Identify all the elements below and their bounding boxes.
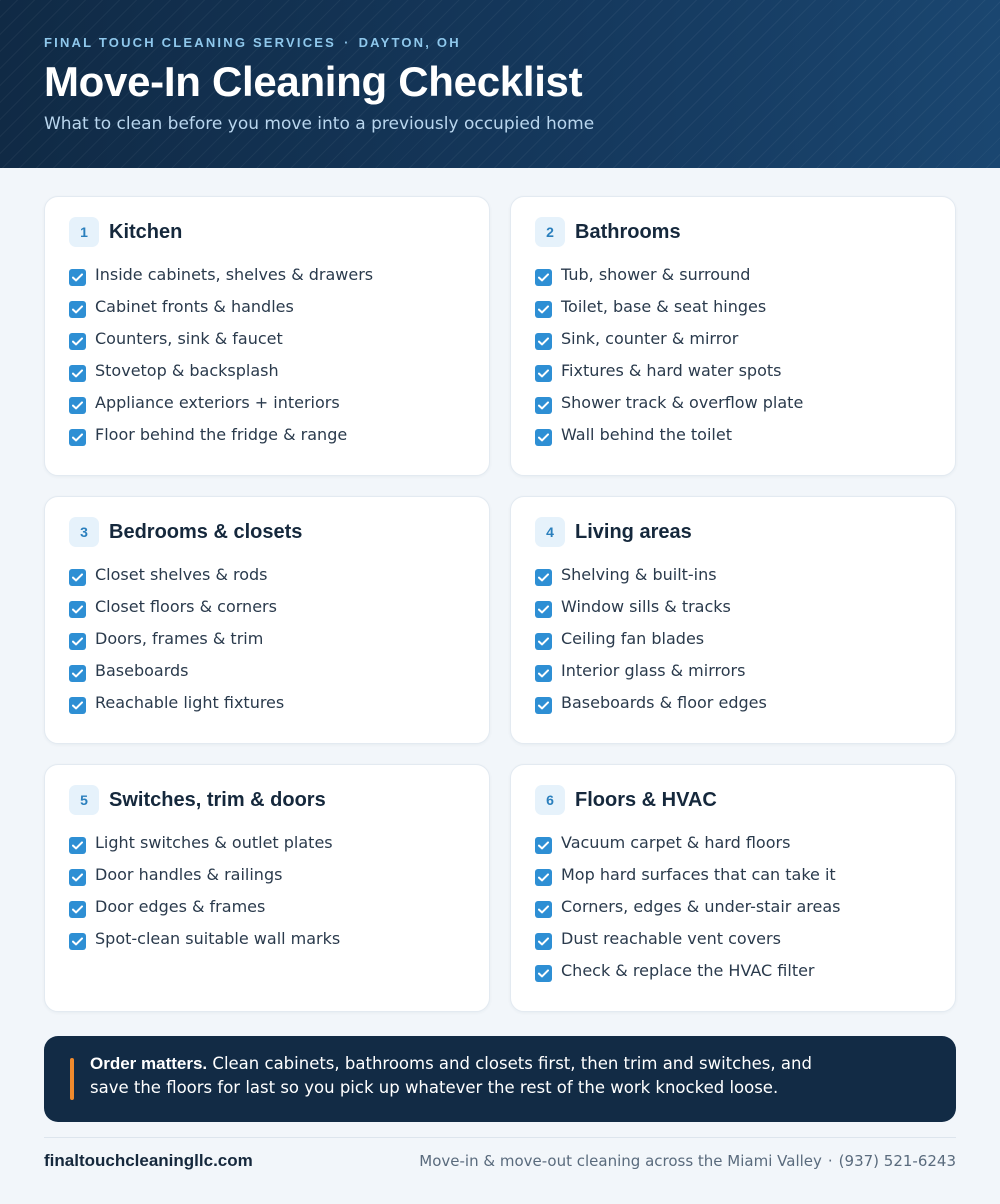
checklist-item[interactable] — [69, 628, 284, 660]
checklist-item-label: Floor behind the fridge & range — [95, 425, 348, 444]
header-banner — [0, 0, 1000, 168]
checklist-item-label: Corners, edges & under-stair areas — [561, 897, 841, 916]
checkbox-checked-icon[interactable] — [535, 301, 552, 318]
checkbox-checked-icon[interactable] — [535, 697, 552, 714]
checklist-item[interactable] — [69, 692, 284, 724]
checklist-item-label: Closet floors & corners — [95, 597, 277, 616]
checklist-item-label: Door edges & frames — [95, 897, 266, 916]
checklist-item-label: Ceiling fan blades — [561, 629, 705, 648]
checkbox-checked-icon[interactable] — [535, 397, 552, 414]
section-number-badge: 1 — [69, 217, 99, 247]
checkbox-checked-icon[interactable] — [535, 269, 552, 286]
section-title: Kitchen — [109, 220, 183, 243]
callout-accent-bar — [70, 1058, 74, 1100]
card-header — [69, 217, 182, 247]
footer-tagline — [419, 1152, 956, 1170]
checklist-item-label: Mop hard surfaces that can take it — [561, 865, 836, 884]
page-subtitle: What to clean before you move into a previously occupied home — [44, 114, 595, 134]
checklist-item-label: Baseboards — [95, 661, 189, 680]
checkbox-checked-icon[interactable] — [69, 365, 86, 382]
checklist-item[interactable] — [69, 328, 373, 360]
checklist-item-label: Inside cabinets, shelves & drawers — [95, 265, 374, 284]
checkbox-checked-icon[interactable] — [535, 429, 552, 446]
checklist-card-floors-hvac — [510, 764, 956, 1012]
checkbox-checked-icon[interactable] — [69, 397, 86, 414]
checklist-item-label: Vacuum carpet & hard floors — [561, 833, 791, 852]
checkbox-checked-icon[interactable] — [535, 901, 552, 918]
checklist-item[interactable] — [535, 596, 767, 628]
checklist-item[interactable] — [535, 360, 803, 392]
section-title: Bathrooms — [575, 220, 681, 243]
checklist-item-label: Reachable light fixtures — [95, 693, 285, 712]
checkbox-checked-icon[interactable] — [69, 333, 86, 350]
checklist-item[interactable] — [69, 264, 373, 296]
checklist — [535, 564, 767, 724]
checkbox-checked-icon[interactable] — [69, 933, 86, 950]
checkbox-checked-icon[interactable] — [69, 665, 86, 682]
checklist-item[interactable] — [535, 896, 840, 928]
checklist — [69, 832, 340, 960]
checkbox-checked-icon[interactable] — [535, 333, 552, 350]
checklist-item[interactable] — [69, 832, 340, 864]
checklist-item[interactable] — [69, 864, 340, 896]
checklist-item[interactable] — [535, 296, 803, 328]
section-number-badge: 2 — [535, 217, 565, 247]
checklist-item-label: Fixtures & hard water spots — [561, 361, 782, 380]
checklist-item[interactable] — [535, 628, 767, 660]
checkbox-checked-icon[interactable] — [69, 837, 86, 854]
checklist-item-label: Closet shelves & rods — [95, 565, 268, 584]
checklist-item[interactable] — [69, 424, 373, 456]
card-header — [535, 785, 717, 815]
checkbox-checked-icon[interactable] — [535, 665, 552, 682]
section-number-badge: 6 — [535, 785, 565, 815]
footer-tagline-text: Move-in & move-out cleaning across the Miami Valley — [419, 1152, 822, 1170]
checkbox-checked-icon[interactable] — [69, 301, 86, 318]
checkbox-checked-icon[interactable] — [69, 429, 86, 446]
card-header — [69, 517, 302, 547]
checklist-item-label: Appliance exteriors + interiors — [95, 393, 340, 412]
checklist-item-label: Stovetop & backsplash — [95, 361, 279, 380]
checklist-item[interactable] — [69, 296, 373, 328]
checkbox-checked-icon[interactable] — [69, 601, 86, 618]
checklist-item[interactable] — [69, 928, 340, 960]
checklist-item-label: Light switches & outlet plates — [95, 833, 333, 852]
checklist-item-label: Check & replace the HVAC filter — [561, 961, 815, 980]
checklist-item-label: Spot-clean suitable wall marks — [95, 929, 341, 948]
checklist — [69, 564, 284, 724]
checklist-item-label: Baseboards & floor edges — [561, 693, 767, 712]
checklist-item[interactable] — [535, 328, 803, 360]
section-title: Floors & HVAC — [575, 788, 717, 811]
footer-separator: · — [827, 1152, 833, 1170]
eyebrow-separator: · — [344, 35, 351, 50]
checkbox-checked-icon[interactable] — [69, 569, 86, 586]
checkbox-checked-icon[interactable] — [69, 633, 86, 650]
checklist-item[interactable] — [535, 424, 803, 456]
checklist-card-bedrooms-closets — [44, 496, 490, 744]
checklist-item[interactable] — [535, 928, 840, 960]
checklist-item-label: Cabinet fronts & handles — [95, 297, 294, 316]
checklist-card-kitchen — [44, 196, 490, 476]
checkbox-checked-icon[interactable] — [535, 837, 552, 854]
checklist-item-label: Wall behind the toilet — [561, 425, 732, 444]
checklist — [535, 264, 803, 456]
checklist-item-label: Window sills & tracks — [561, 597, 731, 616]
company-eyebrow — [44, 35, 461, 50]
checkbox-checked-icon[interactable] — [535, 869, 552, 886]
section-number-badge: 5 — [69, 785, 99, 815]
checklist-item-label: Shelving & built-ins — [561, 565, 717, 584]
checklist-item-label: Interior glass & mirrors — [561, 661, 746, 680]
card-header — [69, 785, 326, 815]
checklist-item[interactable] — [535, 864, 840, 896]
checkbox-checked-icon[interactable] — [69, 869, 86, 886]
checklist-item[interactable] — [69, 392, 373, 424]
company-location: DAYTON, OH — [358, 35, 461, 50]
checklist-item[interactable] — [535, 692, 767, 724]
checkbox-checked-icon[interactable] — [69, 697, 86, 714]
checkbox-checked-icon[interactable] — [69, 269, 86, 286]
checklist-item[interactable] — [69, 360, 373, 392]
footer-phone[interactable]: (937) 521-6243 — [838, 1152, 956, 1170]
checklist-item[interactable] — [535, 832, 840, 864]
order-callout — [44, 1036, 956, 1122]
checkbox-checked-icon[interactable] — [535, 965, 552, 982]
checklist-item-label: Counters, sink & faucet — [95, 329, 283, 348]
checklist-item[interactable] — [69, 660, 284, 692]
checklist-item[interactable] — [69, 896, 340, 928]
checklist-item-label: Door handles & railings — [95, 865, 283, 884]
checkbox-checked-icon[interactable] — [535, 601, 552, 618]
checkbox-checked-icon[interactable] — [535, 633, 552, 650]
section-title: Bedrooms & closets — [109, 520, 303, 543]
checklist-item[interactable] — [535, 960, 840, 992]
company-name: FINAL TOUCH CLEANING SERVICES — [44, 35, 337, 50]
checklist-item-label: Shower track & overflow plate — [561, 393, 804, 412]
checklist-item[interactable] — [535, 392, 803, 424]
checklist-item[interactable] — [69, 564, 284, 596]
checklist-item[interactable] — [535, 564, 767, 596]
checklist-item-label: Tub, shower & surround — [561, 265, 751, 284]
checklist — [69, 264, 373, 456]
callout-lead: Order matters. — [90, 1054, 208, 1073]
section-number-badge: 3 — [69, 517, 99, 547]
checklist-item[interactable] — [535, 660, 767, 692]
checkbox-checked-icon[interactable] — [69, 901, 86, 918]
checklist-item-label: Doors, frames & trim — [95, 629, 264, 648]
checklist-item-label: Dust reachable vent covers — [561, 929, 781, 948]
checklist — [535, 832, 840, 992]
callout-body: Clean cabinets, bathrooms and closets first, then trim and switches, and save the floors for last so you pick up whatever the rest of the work knocked loose. — [90, 1054, 812, 1097]
card-header — [535, 217, 681, 247]
section-number-badge: 4 — [535, 517, 565, 547]
checklist-card-bathrooms — [510, 196, 956, 476]
website-link[interactable]: finaltouchcleaningllc.com — [44, 1151, 253, 1170]
checklist-item-label: Sink, counter & mirror — [561, 329, 739, 348]
section-title: Living areas — [575, 520, 692, 543]
callout-text — [90, 1052, 830, 1100]
checklist-item[interactable] — [69, 596, 284, 628]
footer-divider — [44, 1137, 956, 1138]
section-title: Switches, trim & doors — [109, 788, 326, 811]
checkbox-checked-icon[interactable] — [535, 569, 552, 586]
checkbox-checked-icon[interactable] — [535, 365, 552, 382]
page-title: Move-In Cleaning Checklist — [44, 58, 583, 105]
card-header — [535, 517, 692, 547]
checklist-card-living-areas — [510, 496, 956, 744]
checkbox-checked-icon[interactable] — [535, 933, 552, 950]
checklist-card-switches-trim-doors — [44, 764, 490, 1012]
checklist-item-label: Toilet, base & seat hinges — [561, 297, 767, 316]
checklist-item[interactable] — [535, 264, 803, 296]
